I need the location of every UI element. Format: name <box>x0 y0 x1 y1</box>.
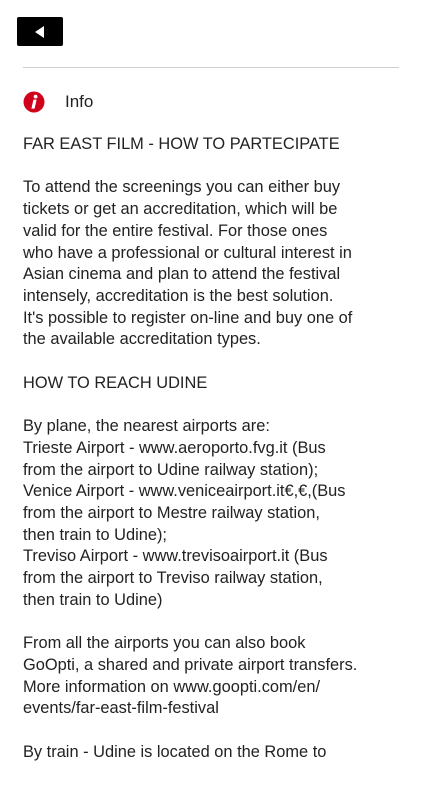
text-line: then train to Udine) <box>23 590 163 609</box>
text-line: from the airport to Mestre railway station, <box>23 503 320 522</box>
text-line: More information on www.goopti.com/en/ <box>23 677 320 696</box>
text-line: events/far-east-film-festival <box>23 699 219 718</box>
text-line: from the airport to Treviso railway station, <box>23 569 323 588</box>
text-line: Venice Airport - www.veniceairport.it€,€,(Bus <box>23 482 346 501</box>
text-line: Asian cinema and plan to attend the festival <box>23 265 341 284</box>
plane-text <box>23 416 405 611</box>
header-divider <box>23 67 399 68</box>
text-line: HOW TO REACH UDINE <box>23 373 208 392</box>
text-line: Trieste Airport - www.aeroporto.fvg.it (Bus <box>23 438 326 457</box>
section-title-participate <box>23 134 405 156</box>
participate-text <box>23 177 405 351</box>
text-line: It's possible to register on-line and buy one of <box>23 308 353 327</box>
back-arrow-icon <box>33 25 47 39</box>
text-line: who have a professional or cultural interest in <box>23 243 352 262</box>
text-line: from the airport to Udine railway station); <box>23 460 319 479</box>
train-text <box>23 742 405 764</box>
text-line: To attend the screenings you can either buy <box>23 178 341 197</box>
info-icon <box>23 91 45 113</box>
info-header <box>23 90 93 114</box>
text-line: From all the airports you can also book <box>23 634 306 653</box>
text-line: GoOpti, a shared and private airport transfers. <box>23 655 358 674</box>
info-content <box>23 134 405 785</box>
text-line: intensely, accreditation is the best solution. <box>23 286 334 305</box>
section-title-reach <box>23 373 405 395</box>
text-line: the available accreditation types. <box>23 330 261 349</box>
text-line: By train - Udine is located on the Rome to <box>23 742 327 761</box>
text-line: FAR EAST FILM - HOW TO PARTECIPATE <box>23 135 340 153</box>
text-line: By plane, the nearest airports are: <box>23 417 270 436</box>
text-line: tickets or get an accreditation, which will be <box>23 200 338 219</box>
top-bar <box>0 0 422 68</box>
info-label: Info <box>65 92 94 111</box>
text-line: Treviso Airport - www.trevisoairport.it (Bus <box>23 547 328 566</box>
goopti-text <box>23 633 405 720</box>
text-line: then train to Udine); <box>23 525 167 544</box>
text-line: valid for the entire festival. For those ones <box>23 221 328 240</box>
back-button[interactable] <box>17 17 63 46</box>
